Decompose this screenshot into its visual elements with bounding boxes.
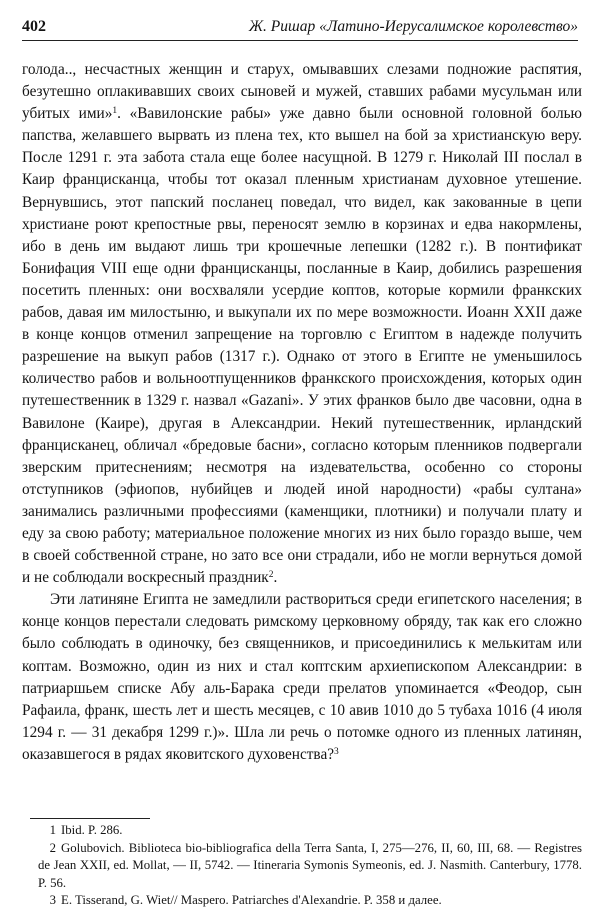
main-text [22, 59, 582, 766]
running-title: Ж. Ришар «Латино-Иерусалимское королевство» [248, 18, 578, 35]
paragraph: Эти латиняне Египта не замедлили раствориться среди египетского населения; в конце концов перестали следовать римскому церковному обряду, так как его сложно было соблюдать в одиночку, без священников, и присоединились к мелькитам или коптам. Возможно, один из них и стал коптским архиепископом Александрии: в патриаршьем списке Абу аль-Барака среди прелатов упоминается «Феодор, сын Рафаила, франк, шесть лет и шесть месяцев, с 10 авив 1010 до 5 тубаха 1016 (4 июля 1294 г. — 31 декабря 1299 г.)». Шла ли речь о потомке одного из пленных латинян, оказавшегося в рядах яковитского духовенства?$^3$ [22, 591, 582, 763]
footnote: 3 E. Tisserand, G. Wiet// Maspero. Patriarches d'Alexandrie. P. 358 и далее. [49, 893, 442, 908]
paragraph: голода.., несчастных женщин и старух, омывавших слезами подножие распятия, безутешно оплакивавших своих сыновей и мужей, ставших рабами мусульман или убитых ими»$^1$. «Вавилонские рабы» уже давно были основной головной болью папства, желавшего вырвать из плена тех, кто вышел на бой за христианскую веру. После 1291 г. эта забота стала еще более насущной. В 1279 г. Николай III послал в Каир францисканца, чтобы тот оказал пленным христианам духовное утешение. Вернувшись, этот папский посланец поведал, что видел, как закованные в цепи христиане роют крепостные рвы, переносят землю в корзинах и едва накормлены, ибо в день им выдают лишь три крошечные лепешки (1282 г.). В понтификат Бонифация VIII еще одни францисканцы, посланные в Каир, добились разрешения посетить пленных: они восхваляли усердие коптов, которые кормили франкских рабов, давая им милостыню, и выкупали их по мере возможности. Иоанн XXII даже в конце концов отменил запрещение на торговлю с Египтом в надежде получить разрешение на выкуп рабов (1317 г.). Однако от этого в Египте не уменьшилось количество рабов и вольноотпущенников франкского происхождения, которых один путешественник в 1329 г. назвал «Gazani». У этих франков было две часовни, одна в Вавилоне (Каире), другая в Александрии. Некий путешественник, ирландский францисканец, обличал «бредовые басни», согласно которым пленников подвергали зверским притеснениям; несмотря на издевательства, особенно со стороны отступников (эфиопов, нубийцев и людей иной народности) «рабы султана» занимались различными профессиями (каменщики, плотники) и получали плату и еду за свою работу; материальное положение многих из них было гораздо выше, чем в своей собственной стране, но зато все они страдали, ибо не могли вернуться домой и не соблюдали воскресный праздник$^2$. [22, 61, 582, 587]
footnote: 1 Ibid. P. 286. [49, 823, 123, 837]
footnote-ref: 3 [334, 746, 339, 757]
footnote-ref: 1 [112, 106, 118, 117]
footnotes [22, 822, 582, 910]
page-header [22, 12, 578, 41]
page-number: 402 [22, 18, 46, 35]
footnote: 2 Golubovich. Biblioteca bio-bibliografica della Terra Santa, I, 275—276, II, 60, III, 68. — Registres de Jean XXII, ed. Mollat, — II, 5742. — Itineraria Symonis Symeonis, ed. J. Nasmith. Canterbury, 1778. P. 56. [38, 840, 582, 890]
footnote-divider [30, 818, 150, 819]
footnote-ref: 2 [268, 570, 274, 581]
